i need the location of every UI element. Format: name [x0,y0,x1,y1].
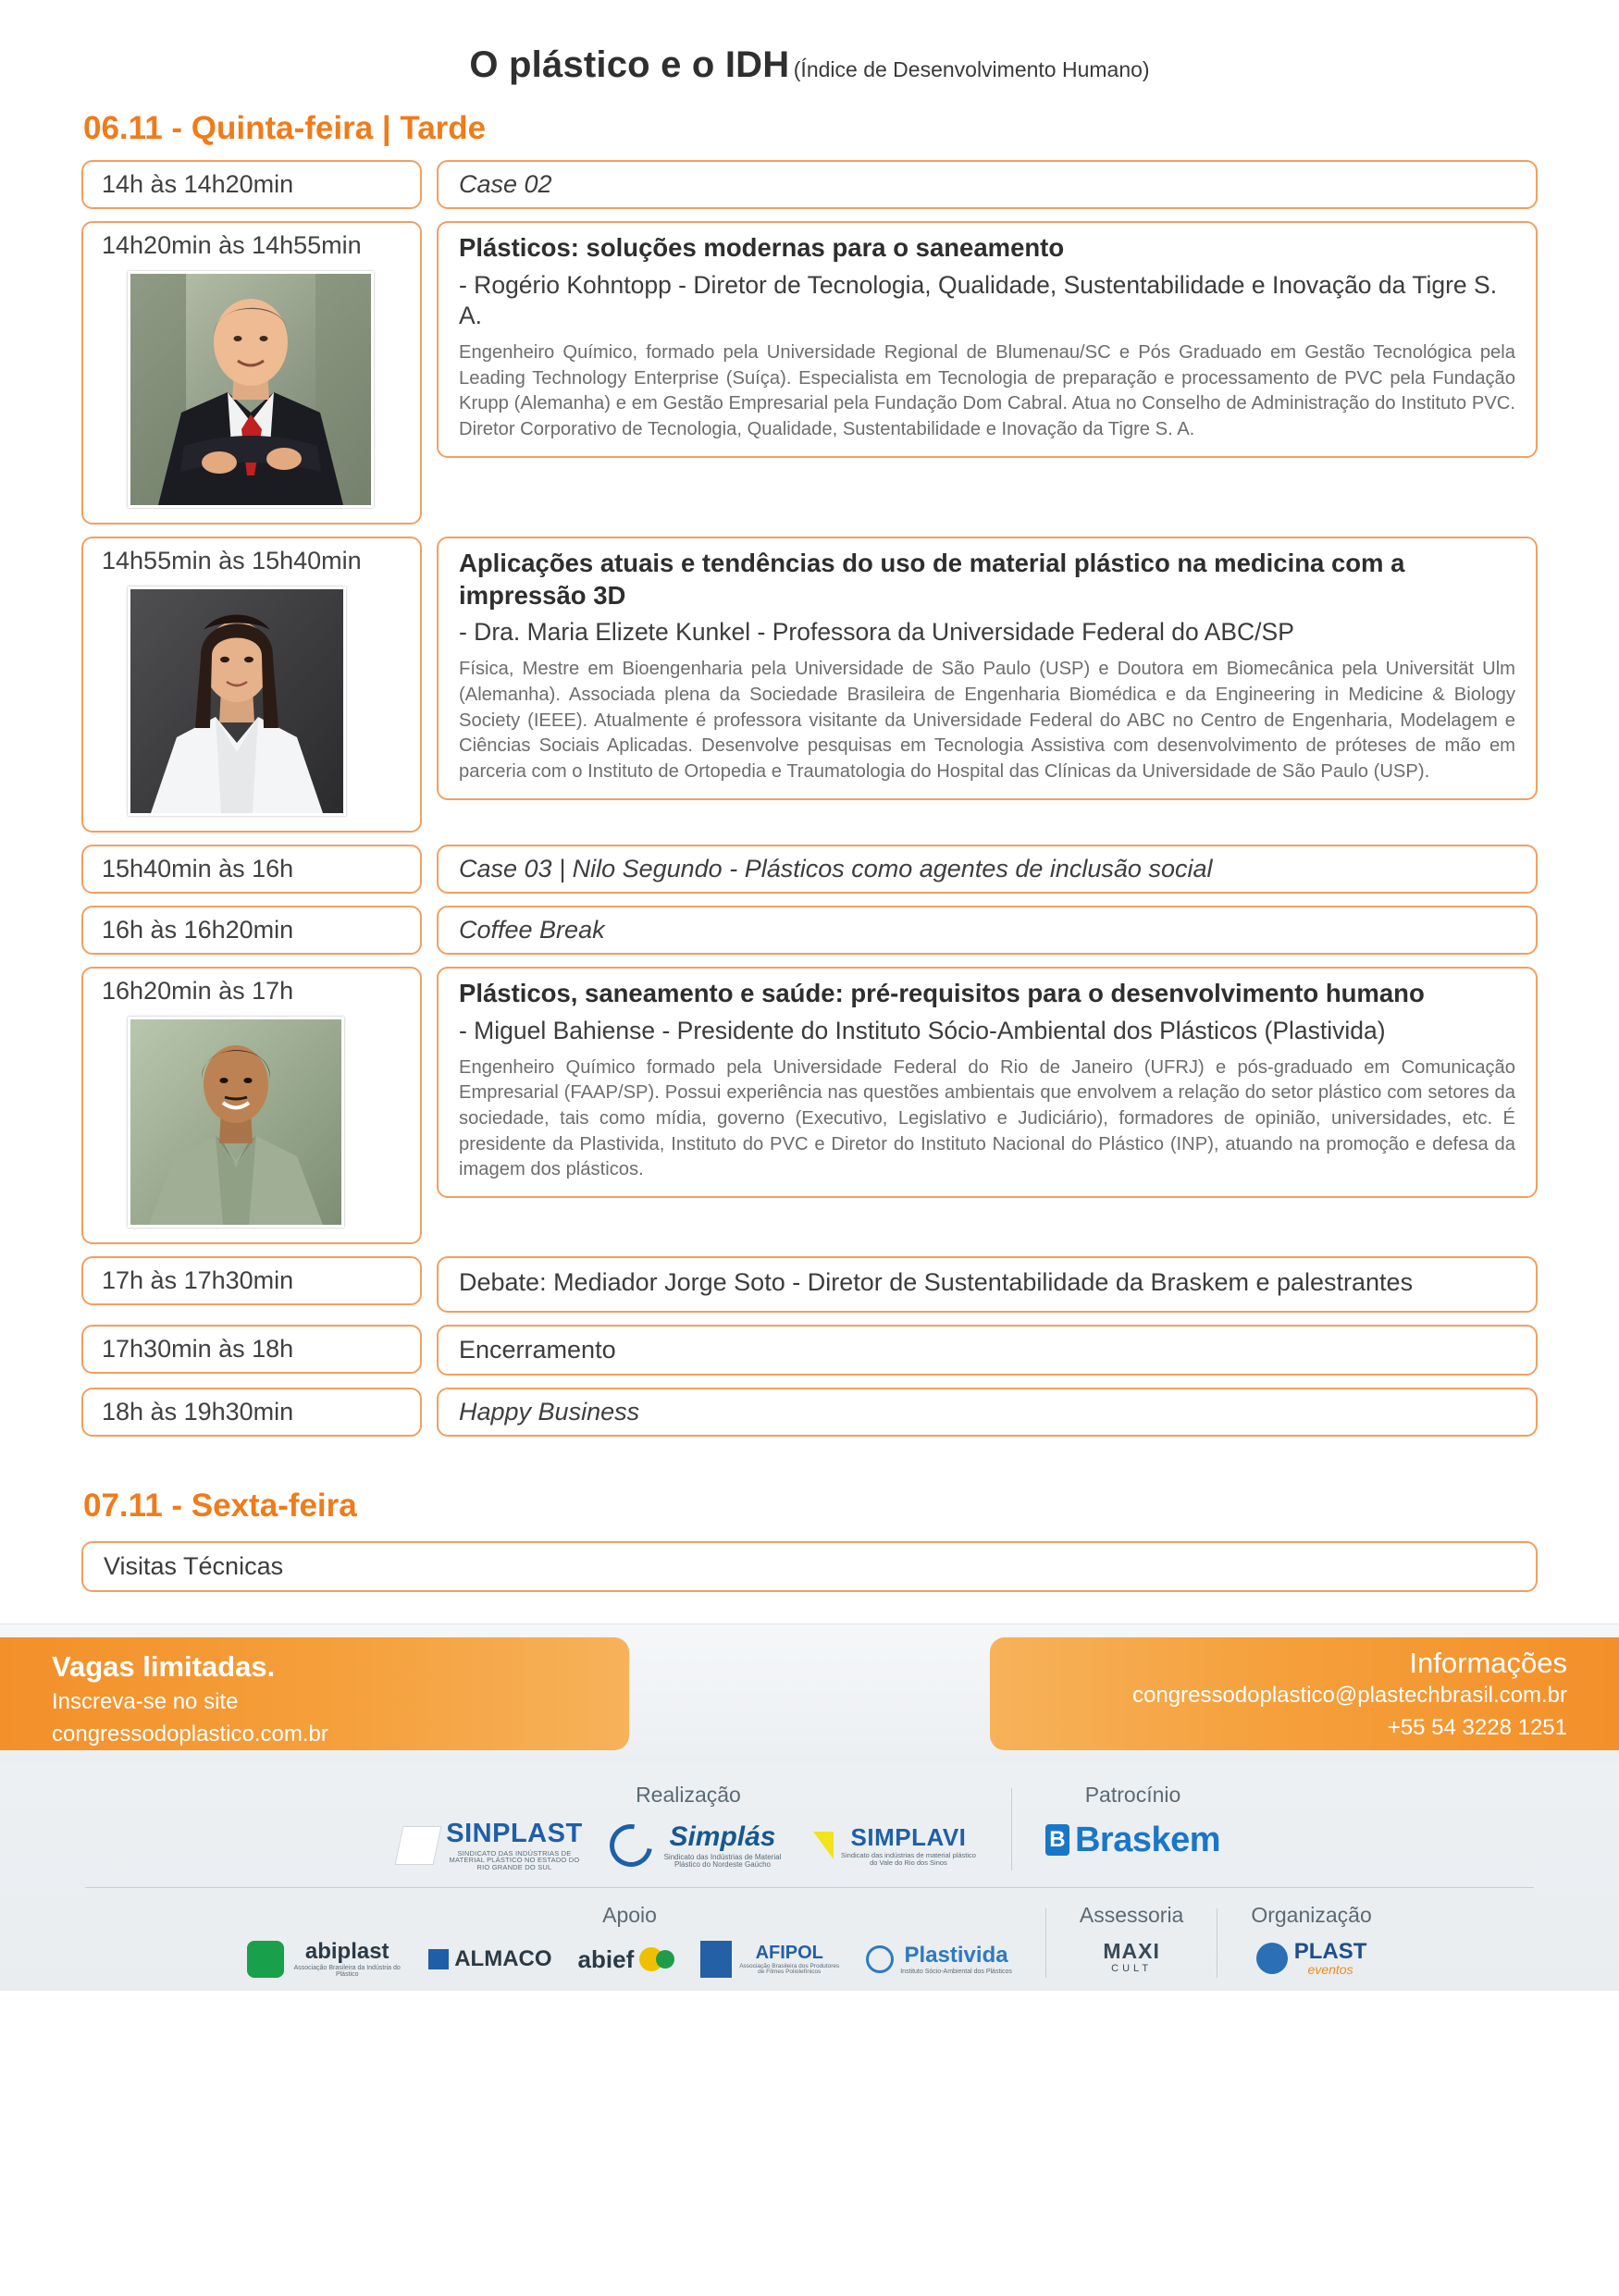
page-title-sub: (Índice de Desenvolvimento Humano) [793,57,1150,81]
simplas-name: Simplás [669,1821,776,1852]
cta-phone: +55 54 3228 1251 [1387,1714,1567,1740]
plast-eventos-tagline: eventos [1307,1962,1353,1978]
session-cell [437,160,1538,209]
talk-bio: Engenheiro Químico, formado pela Universidade Regional de Blumenau/SC e Pós Graduado em Gestão Tecnológica pela Leading Technology Enterprise (Suíça). Especialista em Tecnologia de preparação e processamento de PVC pela Fundação Krupp (Alemanha) e em Gestão Empresarial pela Fundação Dom Cabral. Atua no Conselho de Administração do Instituto PVC. Diretor Corporativo de Tecnologia, Qualidade, Sustentabilidade e Inovação da Tigre S. A. [459,341,1515,439]
time-slot: 17h30min às 18h [81,1325,422,1374]
logo-simplavi [813,1825,978,1866]
page-title [0,0,1619,95]
speaker-portrait [130,589,343,813]
photo-rogerio-kohntopp [128,271,374,508]
assessoria-group [1056,1903,1207,1974]
speaker-portrait [130,1019,341,1225]
schedule-day-1 [0,160,1619,1437]
session-cell [437,1325,1538,1376]
plast-eventos-name: PLAST [1293,1939,1367,1965]
session-label: Coffee Break [459,916,605,944]
realizacao-group [375,1783,1002,1871]
simplas-swirl-icon [601,1816,661,1875]
session-label: Debate: Mediador Jorge Soto - Diretor de Sustentabilidade da Braskem e palestrantes [459,1268,1414,1296]
sponsors-hr [85,1887,1534,1888]
maxicult-name: MAXI [1103,1939,1160,1964]
simplavi-tagline: Sindicato das indústrias de material plástico do Vale do Rio dos Sinos [841,1851,976,1867]
abiplast-name: abiplast [304,1939,389,1965]
cta-website-link[interactable]: congressodoplastico.com.br [52,1722,328,1747]
schedule-row [81,1256,1538,1313]
time-slot-label: 14h55min às 15h40min [102,547,362,574]
schedule-row [81,967,1538,1244]
almaco-name: ALMACO [454,1946,552,1972]
cta-registration [0,1637,629,1750]
session-cell [437,1388,1538,1437]
session-cell [437,906,1538,955]
organizacao-label: Organização [1251,1903,1372,1928]
session-cell [437,221,1538,458]
talk-title: Aplicações atuais e tendências do uso de material plástico na medicina com a impressão 3D [459,549,1405,610]
schedule-row [81,160,1538,209]
session-cell [437,967,1538,1198]
session-label: Case 03 | Nilo Segundo - Plásticos como agentes de inclusão social [459,855,1213,883]
logo-abiplast [247,1941,402,1978]
braskem-mark-icon: B [1045,1824,1069,1856]
assessoria-logos [1080,1941,1183,1974]
schedule-row [81,906,1538,955]
logo-maxicult [1103,1941,1160,1974]
sponsors-divider [1011,1788,1012,1871]
braskem-name: Braskem [1074,1820,1221,1859]
sponsors-row-top [0,1783,1619,1871]
schedule-row [81,537,1538,833]
patrocinio-group [1021,1783,1244,1860]
cta-band [0,1623,1619,1762]
patrocinio-label: Patrocínio [1084,1782,1181,1807]
photo-miguel-bahiense [128,1017,344,1228]
realizacao-label: Realização [636,1782,741,1807]
day-heading-1: 06.11 - Quinta-feira | Tarde [83,110,487,146]
speaker-portrait [130,274,371,505]
organizacao-group [1227,1903,1395,1976]
sponsors-row-bottom [0,1903,1619,1978]
afipol-name: AFIPOL [755,1942,823,1963]
organizacao-logos [1251,1941,1371,1976]
sinplast-tagline: SINDICATO DAS INDÚSTRIAS DE MATERIAL PLÁSTICO NO ESTADO DO RIO GRANDE DO SUL [449,1848,580,1871]
abiplast-leaf-icon [247,1941,284,1978]
session-cell [437,1256,1538,1313]
realizacao-logos [399,1818,978,1871]
simplavi-bolt-icon [813,1832,834,1859]
logo-almaco [428,1946,551,1972]
simplas-tagline: Sindicato das Indústrias de Material Plástico do Nordeste Gaúcho [663,1852,782,1869]
page-title-main: O plástico e o IDH [469,44,790,85]
apoio-label: Apoio [602,1903,657,1928]
plastivida-tagline: Instituto Sócio-Ambiental dos Plásticos [900,1968,1012,1975]
time-slot: 16h às 16h20min [81,906,422,955]
logo-braskem [1045,1821,1220,1860]
time-slot: 14h às 14h20min [81,160,422,209]
afipol-tagline: Associação Brasileira dos Produtores de Filmes Poliolefínicos [739,1962,840,1976]
session-cell [437,537,1538,800]
logo-sinplast [399,1818,584,1871]
talk-speaker: - Rogério Kohntopp - Diretor de Tecnologia, Qualidade, Sustentabilidade e Inovação da Tigre S. A. [459,270,1498,329]
logo-plast-eventos [1256,1941,1367,1976]
sponsors-section [0,1762,1619,1992]
talk-title: Plásticos, saneamento e saúde: pré-requisitos para o desenvolvimento humano [459,979,1425,1007]
apoio-group [223,1903,1036,1978]
assessoria-label: Assessoria [1079,1903,1184,1928]
photo-maria-elizete-kunkel [128,586,346,816]
talk-speaker: - Miguel Bahiense - Presidente do Instituto Sócio-Ambiental dos Plásticos (Plastivida) [459,1016,1386,1044]
almaco-mark-icon [428,1949,449,1969]
session-label: Happy Business [459,1397,640,1426]
logo-abief [578,1945,675,1974]
schedule-row [81,845,1538,894]
simplavi-name: SIMPLAVI [850,1823,967,1852]
sponsors-divider-2 [1045,1908,1046,1978]
plast-eventos-globe-icon [1256,1943,1288,1974]
cta-info [990,1637,1619,1750]
cta-left-line1: Inscreva-se no site [52,1688,239,1714]
time-slot: 18h às 19h30min [81,1388,422,1437]
apoio-logos [247,1941,1012,1978]
cta-left-headline: Vagas limitadas. [52,1649,276,1683]
maxicult-tagline: CULT [1111,1963,1153,1975]
talk-title: Plásticos: soluções modernas para o saneamento [459,233,1065,262]
abief-dot2-icon [656,1950,674,1969]
logo-afipol [700,1941,840,1978]
talk-speaker: - Dra. Maria Elizete Kunkel - Professora da Universidade Federal do ABC/SP [459,618,1294,647]
patrocinio-logos [1045,1821,1220,1860]
day-heading-2: 07.11 - Sexta-feira [83,1487,357,1524]
time-slot-label: 16h20min às 17h [102,977,294,1005]
session-label: Case 02 [459,170,552,198]
logo-simplas [610,1823,787,1869]
time-slot-with-photo [81,221,422,525]
plastivida-name: Plastivida [904,1942,1008,1968]
schedule-row [81,1388,1538,1437]
talk-bio: Engenheiro Químico formado pela Universidade Federal do Rio de Janeiro (UFRJ) e pós-graduado em Comunicação Empresarial (FAAP/SP). Possui experiência nas questões ambientais que envolvem a relação do setor plástico com setores da sociedade, tais como mídia, governo (Executivo, Legislativo e Judiciário), formadores de opinião, universidades, etc. É presidente da Plastivida, Instituto do PVC e Diretor do Instituto Nacional do Plástico (INP), atuando na promoção e defesa da imagem dos plásticos. [459,1056,1515,1180]
time-slot-with-photo [81,537,422,833]
sinplast-mark-icon [395,1826,442,1865]
time-slot-with-photo [81,967,422,1244]
time-slot-label: 14h20min às 14h55min [102,231,362,259]
plastivida-globe-icon [866,1945,894,1973]
sinplast-name: SINPLAST [446,1818,583,1848]
time-slot: 15h40min às 16h [81,845,422,894]
session-label: Encerramento [459,1335,616,1364]
time-slot: 17h às 17h30min [81,1256,422,1305]
logo-plastivida [866,1944,1012,1975]
cta-email-link[interactable]: congressodoplastico@plastechbrasil.com.br [1132,1682,1567,1708]
abief-name: abief [577,1944,635,1973]
day-2-item: Visitas Técnicas [81,1541,1538,1592]
talk-bio: Física, Mestre em Bioengenharia pela Universidade de São Paulo (USP) e Doutora em Biomecânica pela Universität Ulm (Alemanha). Associada plena da Sociedade Brasileira de Engenharia Biomédica e da Engineering in Medicine & Biology Society (IEEE). Atualmente é professora visitante da Universidade Federal do ABC no Centro de Engenharia, Modelagem e Ciências Sociais Aplicadas. Desenvolve pesquisas em Tecnologia Assistiva com desenvolvimento de próteses de mão em parceria com o Instituto de Ortopedia e Traumatologia do Hospital das Clínicas da Universidade de São Paulo (USP). [459,659,1515,783]
cta-right-headline: Informações [1409,1646,1567,1679]
schedule-row [81,221,1538,525]
abiplast-tagline: Associação Brasileira da Indústria do Plástico [293,1965,401,1979]
session-cell [437,845,1538,894]
afipol-mark-icon [700,1941,732,1978]
schedule-row [81,1325,1538,1376]
